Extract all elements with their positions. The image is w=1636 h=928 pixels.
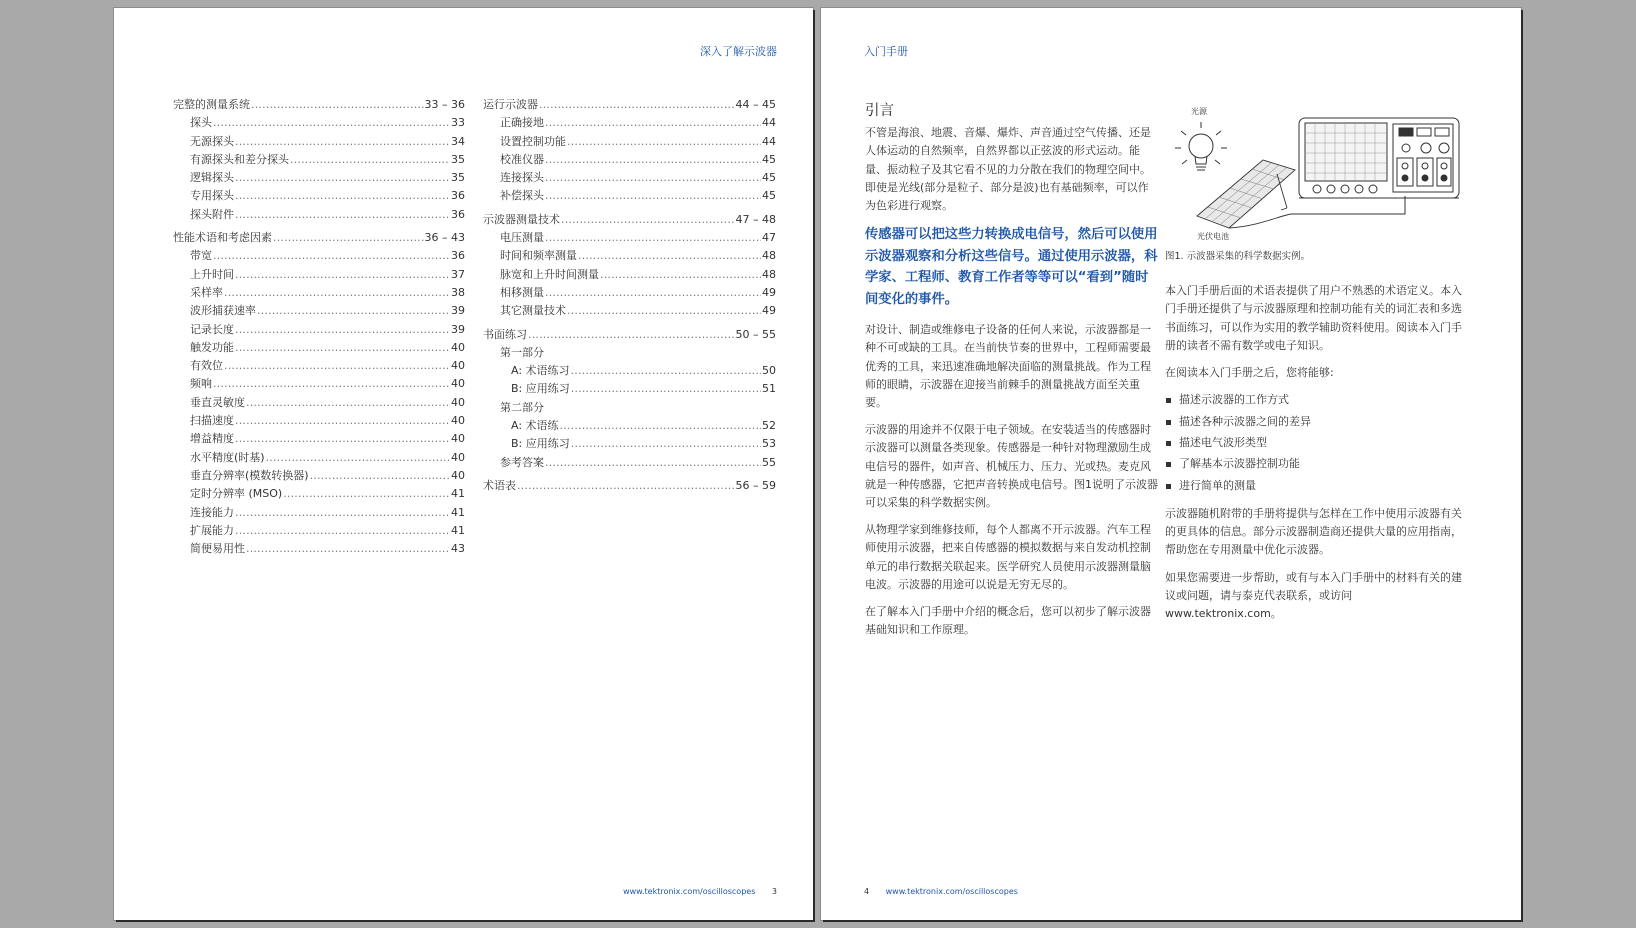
toc-entry-label: 正确接地 <box>500 116 544 130</box>
toc-page-number: 35 <box>451 152 465 166</box>
toc-dot-leader <box>545 169 761 187</box>
toc-entry[interactable] <box>483 229 776 247</box>
toc-entry[interactable] <box>173 114 465 132</box>
figure-label-light: 光源 <box>1191 107 1207 116</box>
toc-page-number: 47 – 48 <box>735 212 776 226</box>
toc-entry-label: B: 应用练习 <box>511 437 570 451</box>
body-paragraph: 在了解本入门手册中介绍的概念后，您可以初步了解示波器基础知识和工作原理。 <box>865 605 1151 637</box>
toc-page-number: 41 <box>451 487 465 501</box>
toc-entry[interactable] <box>483 151 776 169</box>
toc-page-number: 36 – 43 <box>424 231 465 245</box>
toc-entry[interactable] <box>173 449 465 467</box>
toc-entry-label: 采样率 <box>190 285 223 299</box>
toc-entry[interactable] <box>173 412 465 430</box>
website-link[interactable]: www.tektronix.com。 <box>1165 607 1282 620</box>
toc-page-number: 41 <box>451 523 465 537</box>
toc-entry[interactable] <box>173 284 465 302</box>
toc-dot-leader <box>235 169 450 187</box>
toc-entry-label: A: 术语练 <box>511 419 559 433</box>
page-left <box>114 8 813 920</box>
toc-entry-label: 垂直分辨率(模数转换器) <box>190 468 309 482</box>
toc-entry[interactable] <box>483 380 776 398</box>
toc-dot-leader <box>290 151 450 169</box>
toc-dot-leader <box>571 435 761 453</box>
toc-dot-leader <box>235 187 450 205</box>
toc-page-number: 38 <box>451 285 465 299</box>
toc-entry-label: 书面练习 <box>483 327 527 341</box>
toc-dot-leader <box>224 357 450 375</box>
toc-entry-label: 补偿探头 <box>500 189 544 203</box>
toc-section-entry[interactable] <box>173 96 465 114</box>
footer-link[interactable]: www.tektronix.com/oscilloscopes <box>623 887 756 896</box>
toc-section-entry[interactable] <box>483 326 776 344</box>
toc-page-number: 34 <box>451 134 465 148</box>
toc-entry-label: 水平精度(时基) <box>190 450 265 464</box>
toc-entry-label: 时间和频率测量 <box>500 249 577 263</box>
figure-caption: 图1. 示波器采集的科学数据实例。 <box>1165 251 1311 262</box>
toc-entry-label: 性能术语和考虑因素 <box>173 231 272 245</box>
toc-page-number: 50 – 55 <box>735 327 776 341</box>
toc-page-number: 43 <box>451 542 465 556</box>
toc-entry[interactable] <box>173 522 465 540</box>
toc-page-number: 47 <box>762 231 776 245</box>
page-footer <box>864 887 1018 896</box>
toc-entry-label: 增益精度 <box>190 432 234 446</box>
toc-entry[interactable] <box>483 284 776 302</box>
figure-label-solar: 光伏电池 <box>1197 232 1229 241</box>
toc-entry[interactable] <box>483 247 776 265</box>
toc-entry-label: 逻辑探头 <box>190 171 234 185</box>
toc-dot-leader <box>235 133 450 151</box>
toc-column-2 <box>483 96 776 495</box>
toc-entry[interactable] <box>173 504 465 522</box>
toc-entry[interactable] <box>173 187 465 205</box>
toc-entry[interactable] <box>483 399 776 417</box>
toc-dot-leader <box>578 247 761 265</box>
toc-dot-leader <box>545 284 761 302</box>
toc-entry-label: 脉宽和上升时间测量 <box>500 267 599 281</box>
toc-entry-label: 探头附件 <box>190 207 234 221</box>
page-number: 3 <box>771 887 777 896</box>
toc-entry-label: 连接能力 <box>190 505 234 519</box>
toc-dot-leader <box>545 229 761 247</box>
body-paragraph: 本入门手册后面的术语表提供了用户不熟悉的术语定义。本入门手册还提供了与示波器原理和控制功能有关的词汇表和多选书面练习，可以作为实用的教学辅助资料使用。阅读本入门手册的读者不需有数学或电子知识。 <box>1165 284 1462 352</box>
toc-entry[interactable] <box>483 435 776 453</box>
list-item: 描述示波器的工作方式 <box>1165 391 1465 409</box>
toc-page-number: 36 <box>451 249 465 263</box>
toc-page-number: 51 <box>762 382 776 396</box>
toc-dot-leader <box>235 430 450 448</box>
toc-page-number: 40 <box>451 414 465 428</box>
contact-text: 如果您需要进一步帮助，或有与本入门手册中的材料有关的建议或问题，请与泰克代表联系，或访问 <box>1165 570 1462 602</box>
toc-page-number: 44 – 45 <box>735 98 776 111</box>
page-number: 4 <box>864 887 870 896</box>
toc-page-number: 56 – 59 <box>735 478 776 492</box>
toc-entry-label: 有源探头和差分探头 <box>190 152 289 166</box>
toc-entry-label: 完整的测量系统 <box>173 98 250 111</box>
toc-dot-leader <box>517 477 735 495</box>
toc-page-number: 39 <box>451 304 465 318</box>
toc-dot-leader <box>539 96 735 114</box>
toc-dot-leader <box>213 375 450 393</box>
toc-dot-leader <box>567 302 761 320</box>
toc-page-number: 40 <box>451 359 465 373</box>
toc-dot-leader <box>235 206 450 224</box>
body-paragraph: 示波器随机附带的手册将提供与怎样在工作中使用示波器有关的更具体的信息。部分示波器制造商还提供大量的应用指南，帮助您在专用测量中优化示波器。 <box>1165 506 1462 557</box>
toc-entry-label: 连接探头 <box>500 171 544 185</box>
page-header: 深入了解示波器 <box>700 45 777 58</box>
toc-section-entry[interactable] <box>483 96 776 114</box>
toc-entry-label: 设置控制功能 <box>500 134 566 148</box>
toc-entry-label: 参考答案 <box>500 455 544 469</box>
body-paragraph: 示波器的用途并不仅限于电子领域。在安装适当的传感器时示波器可以测量各类现象。传感器是一种针对物理激励生成电信号的器件，如声音、机械压力、压力、光或热。麦克风就是一种传感器，它把声音转换成电信号。图1说明了示波器可以采集的科学数据实例。 <box>865 423 1158 510</box>
toc-page-number: 36 <box>451 207 465 221</box>
toc-entry[interactable] <box>173 540 465 558</box>
toc-entry-label: A: 术语练习 <box>511 364 570 378</box>
toc-page-number: 49 <box>762 304 776 318</box>
toc-page-number: 40 <box>451 468 465 482</box>
list-item: 进行简单的测量 <box>1165 477 1465 495</box>
intro-paragraph: 不管是海浪、地震、音爆、爆炸、声音通过空气传播、还是人体运动的自然频率，自然界都以正弦波的形式运动。能量、振动粒子及其它看不见的力分散在我们的物理空间中。即使是光线(部分是粒子、部分是波)也有基础频率，可以作为色彩进行观察。 <box>865 126 1151 213</box>
body-paragraph: 对设计、制造或维修电子设备的任何人来说，示波器都是一种不可或缺的工具。在当前快节奏的世界中，工程师需要最优秀的工具，来迅速准确地解决面临的测量挑战。作为工程师的眼睛，示波器在迎接当前棘手的测量挑战方面至关重要。 <box>865 323 1151 410</box>
toc-entry-label: 上升时间 <box>190 267 234 281</box>
toc-entry[interactable] <box>483 169 776 187</box>
toc-page-number: 49 <box>762 285 776 299</box>
page-header: 入门手册 <box>864 45 908 58</box>
toc-column-1 <box>173 96 465 558</box>
toc-dot-leader <box>257 302 450 320</box>
toc-page-number: 40 <box>451 340 465 354</box>
toc-entry-label: 术语表 <box>483 478 516 492</box>
toc-page-number: 40 <box>451 432 465 446</box>
toc-page-number: 48 <box>762 249 776 263</box>
toc-entry-label: 运行示波器 <box>483 98 538 111</box>
toc-entry-label: 第二部分 <box>500 400 544 414</box>
list-item: 了解基本示波器控制功能 <box>1165 455 1465 473</box>
toc-entry[interactable] <box>173 206 465 224</box>
toc-page-number: 33 – 36 <box>424 98 465 111</box>
toc-entry[interactable] <box>483 344 776 362</box>
list-item: 描述电气波形类型 <box>1165 434 1465 452</box>
toc-dot-leader <box>235 412 450 430</box>
toc-page-number: 40 <box>451 377 465 391</box>
toc-entry[interactable] <box>483 114 776 132</box>
toc-page-number: 45 <box>762 152 776 166</box>
toc-dot-leader <box>235 504 450 522</box>
toc-entry[interactable] <box>483 133 776 151</box>
toc-dot-leader <box>213 247 450 265</box>
toc-dot-leader <box>560 417 761 435</box>
toc-dot-leader <box>235 339 450 357</box>
page-right <box>821 8 1521 920</box>
toc-page-number: 45 <box>762 171 776 185</box>
list-item: 描述各种示波器之间的差异 <box>1165 413 1465 431</box>
toc-page-number: 35 <box>451 171 465 185</box>
toc-entry-label: 其它测量技术 <box>500 304 566 318</box>
toc-entry[interactable] <box>483 454 776 472</box>
toc-dot-leader <box>561 211 735 229</box>
toc-entry[interactable] <box>173 430 465 448</box>
body-paragraph: 从物理学家到维修技师，每个人都离不开示波器。汽车工程师使用示波器，把来自传感器的模拟数据与来自发动机控制单元的串行数据关联起来。医学研究人员使用示波器测量脑电波。示波器的用途可以说是无穷无尽的。 <box>865 523 1151 591</box>
figure-1 <box>1169 104 1467 244</box>
toc-dot-leader <box>545 151 761 169</box>
toc-dot-leader <box>273 229 424 247</box>
toc-entry-label: 示波器测量技术 <box>483 212 560 226</box>
toc-dot-leader <box>600 266 761 284</box>
toc-entry-label: 记录长度 <box>190 322 234 336</box>
toc-entry[interactable] <box>483 362 776 380</box>
toc-entry-label: 有效位 <box>190 359 223 373</box>
toc-entry-label: 带宽 <box>190 249 212 263</box>
toc-page-number: 52 <box>762 419 776 433</box>
toc-page-number: 40 <box>451 395 465 409</box>
toc-entry-label: 校准仪器 <box>500 152 544 166</box>
toc-dot-leader <box>235 266 450 284</box>
toc-entry[interactable] <box>173 321 465 339</box>
toc-entry-label: 触发功能 <box>190 340 234 354</box>
toc-entry-label: 相移测量 <box>500 285 544 299</box>
toc-entry-label: 频响 <box>190 377 212 391</box>
toc-entry-label: 第一部分 <box>500 345 544 359</box>
toc-page-number: 55 <box>762 455 776 469</box>
toc-page-number: 33 <box>451 116 465 130</box>
oscilloscope-solar-illustration <box>1169 104 1467 244</box>
callout-text: 传感器可以把这些力转换成电信号，然后可以使用示波器观察和分析这些信号。通过使用示波器，科学家、工程师、教育工作者等等可以“看到”随时间变化的事件。 <box>865 227 1158 307</box>
toc-dot-leader <box>266 449 450 467</box>
toc-page-number: 48 <box>762 267 776 281</box>
left-text-column <box>865 102 1159 648</box>
toc-entry-label: 垂直灵敏度 <box>190 395 245 409</box>
toc-dot-leader <box>246 394 450 412</box>
toc-dot-leader <box>213 114 450 132</box>
toc-page-number: 41 <box>451 505 465 519</box>
toc-page-number: 37 <box>451 267 465 281</box>
toc-section-entry[interactable] <box>483 211 776 229</box>
toc-dot-leader <box>571 362 761 380</box>
section-title: 引言 <box>865 103 894 119</box>
toc-entry[interactable] <box>173 339 465 357</box>
toc-entry[interactable] <box>173 133 465 151</box>
page-footer <box>623 887 777 896</box>
toc-entry[interactable] <box>173 394 465 412</box>
toc-entry[interactable] <box>173 247 465 265</box>
toc-entry[interactable] <box>483 187 776 205</box>
toc-dot-leader <box>224 284 450 302</box>
oscilloscope-icon <box>1299 118 1459 198</box>
footer-link[interactable]: www.tektronix.com/oscilloscopes <box>885 887 1018 896</box>
toc-entry-label: 专用探头 <box>190 189 234 203</box>
toc-section-entry[interactable] <box>173 229 465 247</box>
toc-dot-leader <box>545 114 761 132</box>
light-bulb-icon <box>1175 122 1227 170</box>
body-paragraph <box>1165 569 1465 624</box>
goals-list <box>1165 391 1465 495</box>
toc-entry-label: 扩展能力 <box>190 523 234 537</box>
toc-entry[interactable] <box>173 169 465 187</box>
toc-dot-leader <box>235 522 450 540</box>
toc-entry-label: 波形捕获速率 <box>190 304 256 318</box>
toc-page-number: 50 <box>762 364 776 378</box>
toc-entry-label: 探头 <box>190 116 212 130</box>
toc-page-number: 44 <box>762 134 776 148</box>
toc-dot-leader <box>246 540 450 558</box>
toc-dot-leader <box>310 467 450 485</box>
toc-entry[interactable] <box>173 302 465 320</box>
toc-dot-leader <box>283 485 450 503</box>
toc-entry[interactable] <box>173 151 465 169</box>
toc-page-number: 44 <box>762 116 776 130</box>
right-text-column <box>1165 248 1465 632</box>
toc-page-number: 39 <box>451 322 465 336</box>
toc-entry-label: 简便易用性 <box>190 542 245 556</box>
toc-entry[interactable] <box>173 467 465 485</box>
toc-dot-leader <box>545 454 761 472</box>
toc-entry[interactable] <box>173 266 465 284</box>
toc-entry[interactable] <box>483 302 776 320</box>
toc-entry-label: 无源探头 <box>190 134 234 148</box>
toc-page-number: 45 <box>762 189 776 203</box>
body-paragraph: 在阅读本入门手册之后，您将能够: <box>1165 366 1334 380</box>
toc-entry-label: 扫描速度 <box>190 414 234 428</box>
toc-entry[interactable] <box>173 485 465 503</box>
toc-dot-leader <box>251 96 424 114</box>
solar-panel-icon <box>1197 160 1295 228</box>
toc-page-number: 36 <box>451 189 465 203</box>
toc-entry[interactable] <box>173 375 465 393</box>
toc-entry[interactable] <box>483 266 776 284</box>
toc-dot-leader <box>567 133 761 151</box>
toc-entry[interactable] <box>483 417 776 435</box>
toc-entry-label: 电压测量 <box>500 231 544 245</box>
toc-dot-leader <box>235 321 450 339</box>
toc-entry-label: 定时分辨率 (MSO) <box>190 487 283 501</box>
toc-dot-leader <box>528 326 735 344</box>
toc-page-number: 40 <box>451 450 465 464</box>
toc-page-number: 53 <box>762 437 776 451</box>
toc-dot-leader <box>571 380 761 398</box>
toc-entry[interactable] <box>173 357 465 375</box>
toc-section-entry[interactable] <box>483 477 776 495</box>
toc-entry-label: B: 应用练习 <box>511 382 570 396</box>
toc-dot-leader <box>545 187 761 205</box>
